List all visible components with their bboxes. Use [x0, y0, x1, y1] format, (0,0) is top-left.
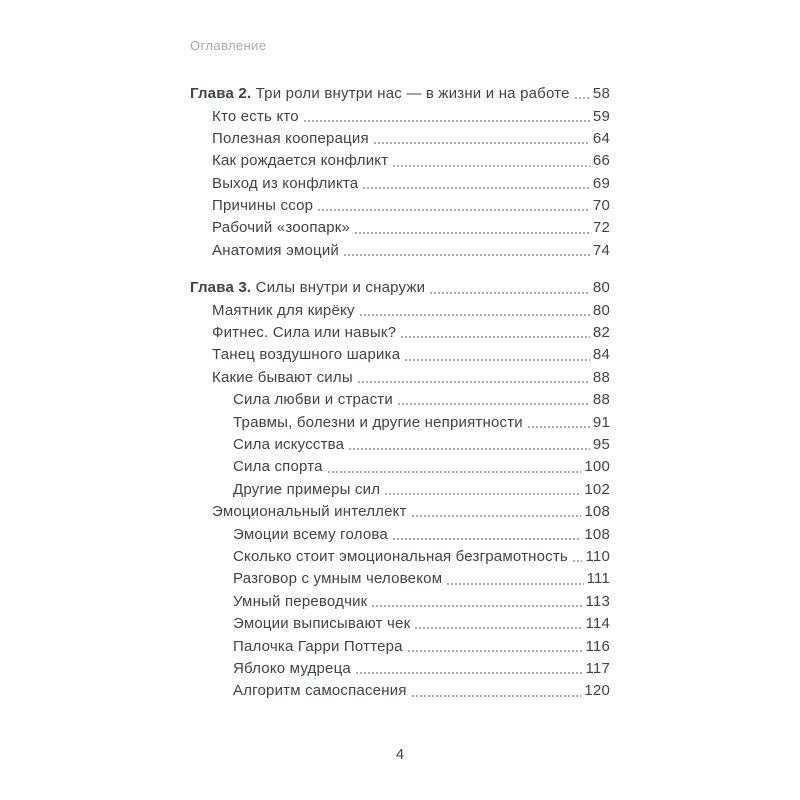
toc-entry-page: 84: [592, 346, 610, 364]
toc-entry-row: [190, 170, 610, 192]
dot-leader: [407, 647, 583, 653]
dot-leader: [572, 557, 583, 563]
toc-entry-page: 108: [584, 525, 610, 543]
dot-leader: [429, 289, 590, 295]
toc-entry-title: Как рождается конфликт: [212, 152, 389, 170]
toc-entry-title: Эмоции выписывают чек: [233, 615, 411, 633]
dot-leader: [446, 580, 583, 586]
dot-leader: [373, 139, 590, 145]
toc-chapter-row: [190, 80, 610, 102]
dot-leader: [348, 445, 590, 451]
toc-entry-title: Рабочий «зоопарк»: [212, 219, 351, 237]
toc-entry-title: Выход из конфликта: [212, 174, 359, 192]
toc-entry-page: 80: [592, 301, 610, 319]
toc-entry-row: [190, 214, 610, 236]
toc-entry-title: Полезная кооперация: [212, 129, 369, 147]
page-number: 4: [395, 747, 405, 763]
toc-entry-row: [190, 431, 610, 453]
toc-entry-row: [190, 364, 610, 386]
chapter-title-text: Три роли внутри нас — в жизни и на работе: [255, 85, 570, 103]
toc-entry-row: [190, 655, 610, 677]
toc-entry-title: Сила любви и страсти: [233, 391, 393, 409]
toc-entry-title: Танец воздушного шарика: [212, 346, 401, 364]
toc-entry-title: Другие примеры сил: [233, 480, 381, 498]
dot-leader: [392, 535, 581, 541]
toc-entry-page: 70: [592, 197, 610, 215]
toc-entry-row: [190, 498, 610, 520]
toc-entry-title: Эмоции всему голова: [233, 525, 388, 543]
dot-leader: [327, 468, 582, 474]
toc-chapter-row: [190, 274, 610, 296]
toc-entry-row: [190, 565, 610, 587]
toc-entry-page: 66: [592, 152, 610, 170]
dot-leader: [371, 602, 582, 608]
toc-entry-title: Причины ссор: [212, 197, 314, 215]
toc-entry-row: [190, 588, 610, 610]
toc-entry-page: 110: [585, 547, 610, 565]
toc-entry-title: Анатомия эмоций: [212, 241, 339, 259]
dot-leader: [574, 94, 590, 100]
toc-entry-title: Какие бывают силы: [212, 368, 353, 386]
toc-entry-page: 120: [584, 682, 610, 700]
dot-leader: [354, 229, 590, 235]
toc-entry-row: [190, 476, 610, 498]
toc-entry-row: [190, 677, 610, 699]
toc-entry-page: 59: [592, 107, 610, 125]
dot-leader: [357, 378, 590, 384]
chapter-title-text: Силы внутри и снаружи: [255, 279, 426, 297]
toc-entry-page: 111: [586, 570, 610, 588]
dot-leader: [317, 206, 590, 212]
dot-leader: [527, 423, 590, 429]
toc-entry-row: [190, 319, 610, 341]
toc-entry-title: Умный переводчик: [233, 592, 368, 610]
dot-leader: [392, 162, 590, 168]
dot-leader: [359, 311, 590, 317]
toc-entry-row: [190, 125, 610, 147]
toc-entry-title: Сила искусства: [233, 436, 345, 453]
toc-entry-row: [190, 192, 610, 214]
dot-leader: [303, 117, 590, 123]
dot-leader: [384, 490, 581, 496]
toc-entry-page: 64: [592, 129, 610, 147]
dot-leader: [404, 356, 590, 362]
toc-entry-row: [190, 341, 610, 363]
toc-entry-row: [190, 102, 610, 124]
toc-entry-page: 69: [592, 174, 610, 192]
toc-entry-title: Кто есть кто: [212, 107, 299, 125]
toc-entry-page: 95: [592, 436, 610, 453]
toc-chapter-title: [190, 279, 425, 296]
toc-entry-title: Яблоко мудреца: [233, 659, 351, 677]
toc-entry-title: Маятник для кирёку: [212, 301, 355, 319]
dot-leader: [343, 251, 590, 257]
dot-leader: [411, 512, 582, 518]
toc-entry-row: [190, 147, 610, 169]
dot-leader: [362, 184, 590, 190]
toc-chapter-title: [190, 85, 570, 102]
toc-entry-row: [190, 453, 610, 475]
dot-leader: [355, 669, 583, 675]
toc-entry-row: [190, 632, 610, 654]
running-header: Оглавление: [190, 38, 267, 53]
toc-entry-row: [190, 543, 610, 565]
toc-entry-title: Разговор с умным человеком: [233, 570, 443, 588]
toc-entry-page: 82: [592, 324, 610, 342]
toc-entry-page: 74: [592, 241, 610, 259]
toc-entry-title: Фитнес. Сила или навык?: [212, 324, 397, 342]
toc-entry-page: 116: [585, 637, 610, 655]
toc-entry-row: [190, 610, 610, 632]
toc-entry-page: 91: [592, 413, 610, 431]
dot-leader: [414, 624, 582, 630]
dot-leader: [400, 333, 590, 339]
dot-leader: [411, 692, 582, 698]
toc-chapter-page: 58: [592, 85, 610, 103]
toc-entry-title: Сколько стоит эмоциональная безграмотность: [233, 547, 568, 565]
toc-section: [190, 80, 610, 259]
chapter-label: Глава 3.: [190, 279, 252, 297]
toc-entry-page: 88: [592, 368, 610, 386]
toc-section: [190, 274, 610, 699]
toc-entry-page: 114: [585, 615, 610, 633]
dot-leader: [397, 400, 590, 406]
toc-entry-page: 102: [584, 480, 610, 498]
toc-entry-row: [190, 520, 610, 542]
toc-entry-row: [190, 386, 610, 408]
toc-entry-row: [190, 408, 610, 430]
toc-entry-page: 100: [584, 458, 610, 476]
chapter-label: Глава 2.: [190, 85, 252, 103]
toc-entry-row: [190, 297, 610, 319]
toc-entry-page: 117: [585, 659, 610, 677]
toc-entry-title: Сила спорта: [233, 458, 323, 476]
toc-entry-page: 72: [592, 219, 610, 237]
toc-entry-title: Травмы, болезни и другие неприятности: [233, 413, 523, 431]
toc-entry-page: 108: [584, 503, 610, 521]
toc-entry-row: [190, 237, 610, 259]
toc-entry-page: 88: [592, 391, 610, 409]
toc-entry-page: 113: [585, 592, 610, 610]
toc-chapter-page: 80: [592, 279, 610, 297]
table-of-contents: [190, 80, 610, 700]
toc-entry-title: Палочка Гарри Поттера: [233, 637, 403, 655]
toc-entry-title: Алгоритм самоспасения: [233, 682, 407, 700]
toc-entry-title: Эмоциональный интеллект: [212, 503, 407, 521]
